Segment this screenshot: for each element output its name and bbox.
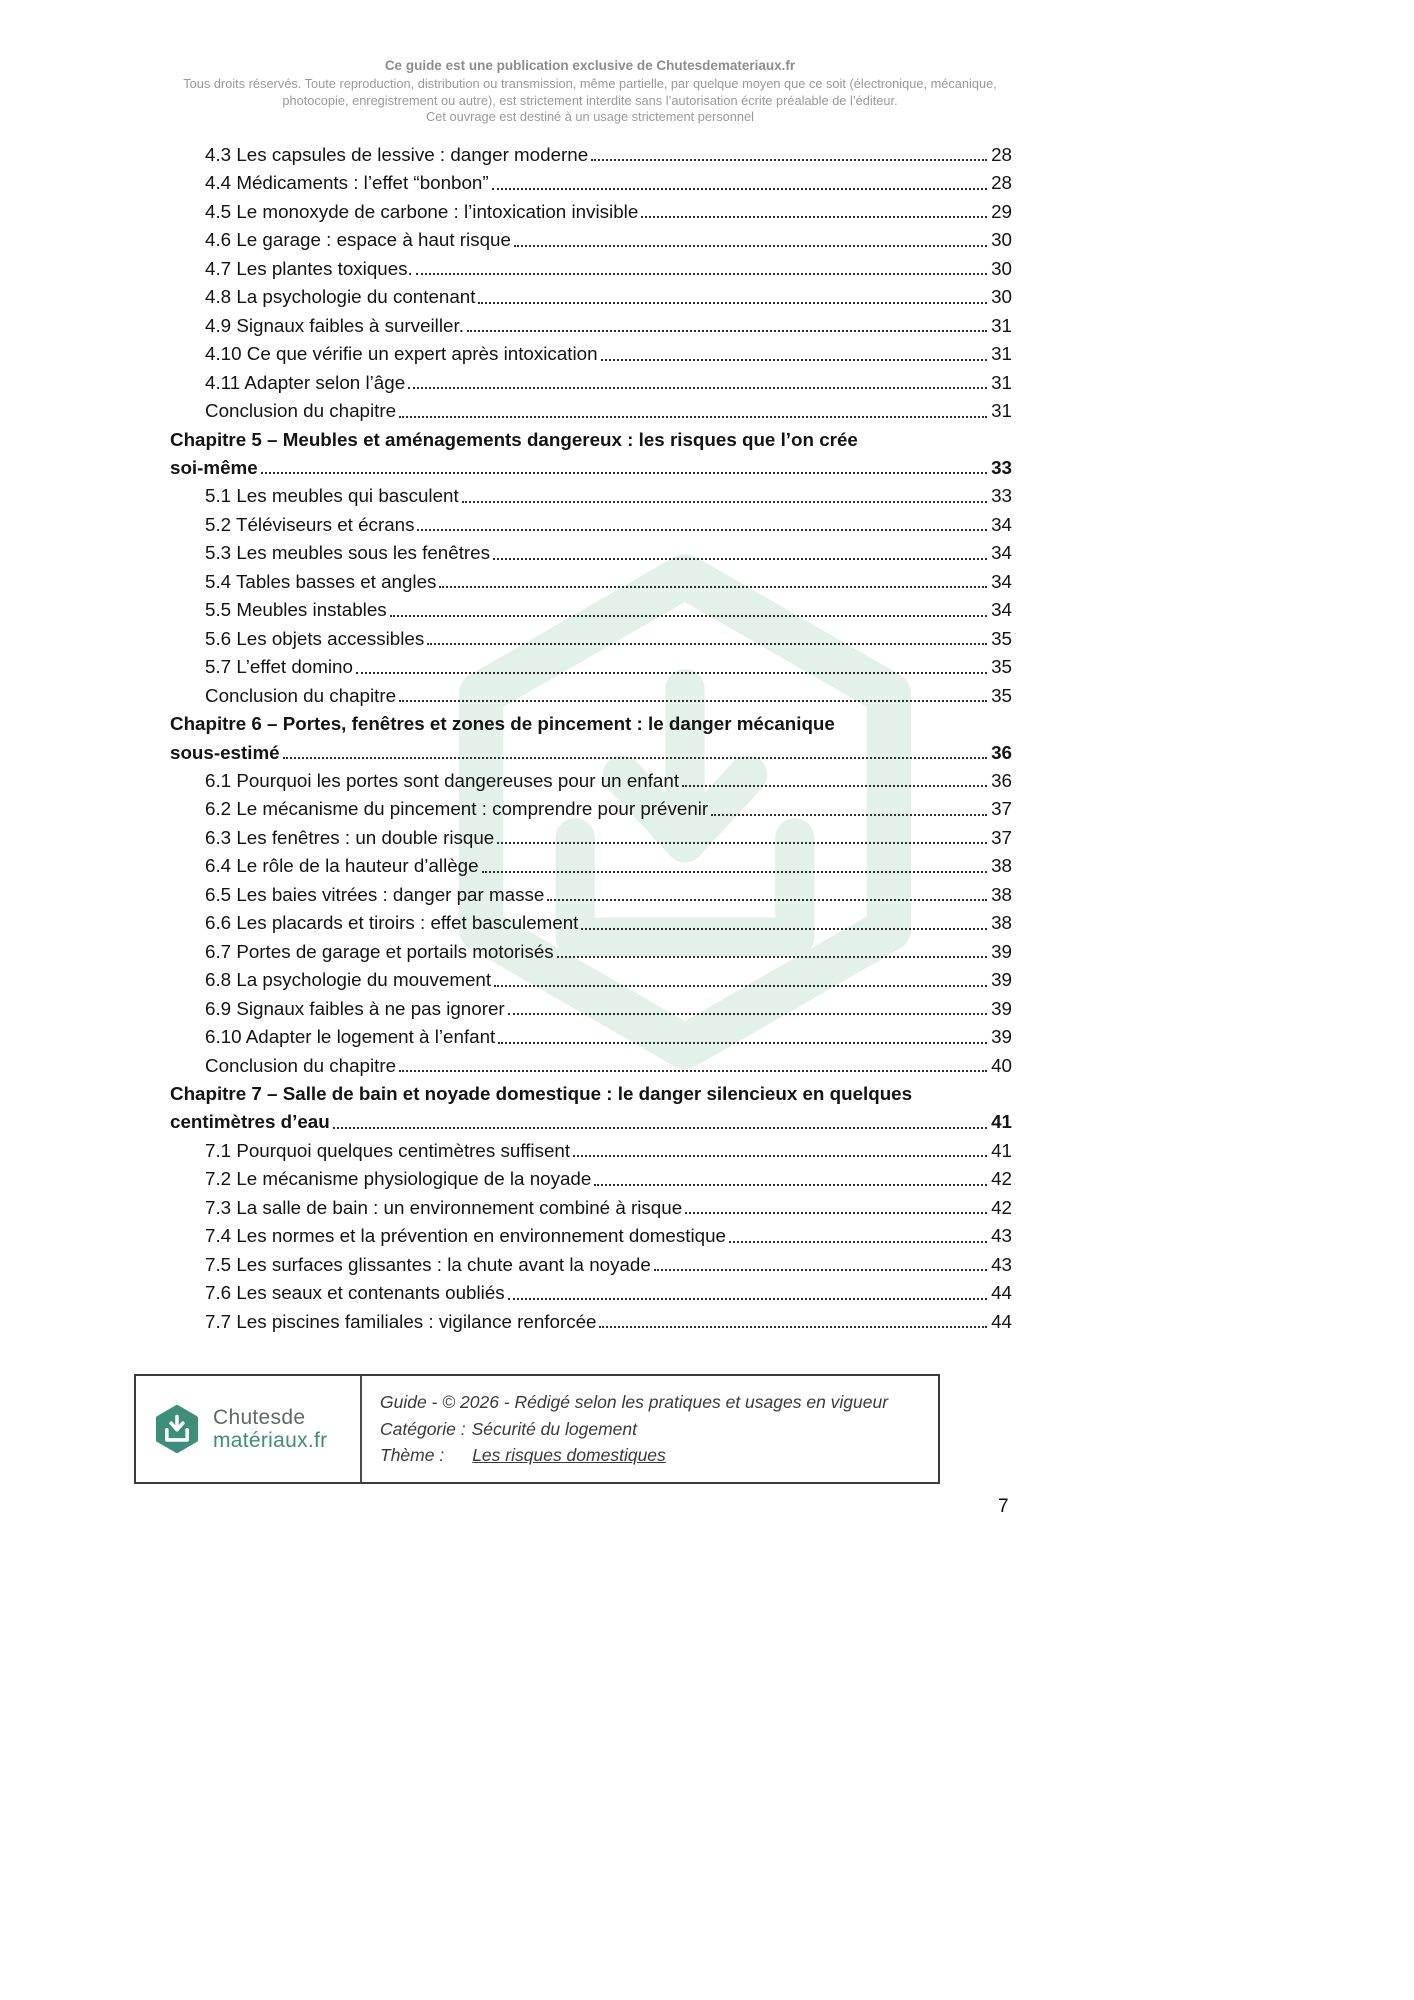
- toc-entry-page-number: 38: [991, 912, 1012, 934]
- toc-entry-page-number: 37: [991, 798, 1012, 820]
- toc-entry-label: 4.8 La psychologie du contenant: [205, 286, 476, 308]
- toc-entry-page-number: 29: [991, 200, 1012, 222]
- toc-dot-leader: [594, 1157, 987, 1185]
- toc-entry-label: 7.3 La salle de bain : un environnement combiné à risque: [205, 1196, 683, 1218]
- toc-chapter-title-line1: Chapitre 7 – Salle de bain et noyade domestique : le danger silencieux en quelques: [170, 1082, 913, 1104]
- toc-entry-label: 4.11 Adapter selon l’âge: [205, 371, 406, 393]
- toc-entry-page-number: 42: [991, 1196, 1012, 1218]
- guide-copyright-line: Guide - © 2026 - Rédigé selon les pratiques et usages en vigueur: [380, 1392, 889, 1412]
- toc-entry-page-number: 39: [991, 1026, 1012, 1048]
- toc-entry-page-number: 30: [991, 229, 1012, 251]
- brand-name-line1: Chutesde: [213, 1406, 306, 1429]
- toc-entry-page-number: 38: [991, 855, 1012, 877]
- toc-entry-label: Conclusion du chapitre: [205, 684, 397, 706]
- theme-line: [380, 1442, 920, 1469]
- toc-entry-page-number: 44: [991, 1282, 1012, 1304]
- toc-dot-leader: [399, 1044, 987, 1072]
- toc-dot-leader: [478, 275, 987, 303]
- toc-chapter-title-line1: Chapitre 6 – Portes, fenêtres et zones de pincement : le danger mécanique: [170, 713, 835, 735]
- toc-entry-label: 7.1 Pourquoi quelques centimètres suffisent: [205, 1139, 571, 1161]
- header-usage-line: Cet ouvrage est destiné à un usage strictement personnel: [426, 109, 754, 124]
- toc-entry-label: 6.7 Portes de garage et portails motorisés: [205, 940, 554, 962]
- toc-entry-page-number: 42: [991, 1168, 1012, 1190]
- toc-entry-page-number: 43: [991, 1225, 1012, 1247]
- toc-entry-page-number: 30: [991, 286, 1012, 308]
- toc-dot-leader: [492, 161, 987, 189]
- toc-entry-label: 5.6 Les objets accessibles: [205, 627, 425, 649]
- page-number: 7: [998, 1496, 1009, 1517]
- brand-logo-icon: [152, 1404, 202, 1454]
- toc-entry-label: 4.4 Médicaments : l’effet “bonbon”: [205, 172, 489, 194]
- header-rights-line-2: photocopie, enregistrement ou autre), est strictement interdite sans l’autorisation écrite préalable de l’éditeur.: [282, 92, 898, 108]
- toc-dot-leader: [498, 1015, 987, 1043]
- toc-entry-page-number: 38: [991, 883, 1012, 905]
- toc-dot-leader: [439, 560, 987, 588]
- toc-entry-page-number: 33: [991, 485, 1012, 507]
- toc-dot-leader: [390, 588, 987, 616]
- toc-dot-leader: [601, 332, 988, 360]
- toc-entry-label: 4.5 Le monoxyde de carbone : l’intoxication invisible: [205, 200, 639, 222]
- theme-value: Les risques domestiques: [472, 1445, 666, 1465]
- toc-dot-leader: [399, 674, 987, 702]
- toc-entry-page-number: 39: [991, 969, 1012, 991]
- toc-entry-page-number: 34: [991, 513, 1012, 535]
- toc-dot-leader: [654, 1243, 987, 1271]
- toc-dot-leader: [599, 1300, 987, 1328]
- toc-dot-leader: [711, 787, 987, 815]
- toc-entry-page-number: 34: [991, 570, 1012, 592]
- toc-chapter-title-line1: Chapitre 5 – Meubles et aménagements dangereux : les risques que l’on crée: [170, 428, 858, 450]
- category-label: Catégorie :: [380, 1418, 466, 1439]
- toc-dot-leader: [591, 133, 987, 161]
- toc-entry-page-number: 31: [991, 343, 1012, 365]
- toc-dot-leader: [333, 1100, 987, 1128]
- toc-entry-label: 7.4 Les normes et la prévention en environnement domestique: [205, 1225, 726, 1247]
- toc-entry-page-number: 44: [991, 1310, 1012, 1332]
- toc-entry-page-number: 40: [991, 1054, 1012, 1076]
- brand-logo: [136, 1376, 360, 1482]
- toc-entry-label: 6.5 Les baies vitrées : danger par masse: [205, 883, 545, 905]
- header-publication-line: Ce guide est une publication exclusive de Chutesdemateriaux.fr: [384, 58, 796, 73]
- toc-entry-page-number: 31: [991, 400, 1012, 422]
- toc-entry-label: 6.2 Le mécanisme du pincement : comprendre pour prévenir: [205, 798, 709, 820]
- toc-dot-leader: [514, 218, 987, 246]
- toc-dot-leader: [356, 645, 987, 673]
- toc-dot-leader: [261, 446, 987, 474]
- toc-entry: [170, 1052, 1012, 1080]
- toc-entry: [170, 1308, 1012, 1336]
- toc-entry-label: Conclusion du chapitre: [205, 1054, 397, 1076]
- header-rights-line-1: Tous droits réservés. Toute reproduction, distribution ou transmission, même partielle, par quelque moyen que ce soit (électronique, mécanique,: [183, 76, 997, 91]
- toc-entry-page-number: 34: [991, 599, 1012, 621]
- toc-entry-page-number: 30: [991, 257, 1012, 279]
- toc-entry-label: 6.6 Les placards et tiroirs : effet basculement: [205, 912, 579, 934]
- toc-entry-page-number: 36: [991, 769, 1012, 791]
- toc-entry-label: 7.2 Le mécanisme physiologique de la noyade: [205, 1168, 592, 1190]
- toc-dot-leader: [462, 474, 987, 502]
- toc-entry-page-number: 31: [991, 314, 1012, 336]
- toc-dot-leader: [497, 816, 987, 844]
- toc-entry-page-number: 35: [991, 656, 1012, 678]
- toc-entry-page-number: 39: [991, 940, 1012, 962]
- toc-dot-leader: [399, 389, 987, 417]
- toc-dot-leader: [283, 731, 988, 759]
- toc-entry-page-number: 35: [991, 684, 1012, 706]
- toc-entry-label: 7.6 Les seaux et contenants oubliés: [205, 1282, 505, 1304]
- toc-entry-label: 6.10 Adapter le logement à l’enfant: [205, 1026, 496, 1048]
- toc-entry: [170, 397, 1012, 425]
- toc-dot-leader: [581, 901, 987, 929]
- toc-dot-leader: [729, 1214, 987, 1242]
- theme-label: Thème :: [380, 1445, 445, 1465]
- toc-entry-label: 4.7 Les plantes toxiques.: [205, 257, 413, 279]
- toc-entry-page-number: 35: [991, 627, 1012, 649]
- footer-info-box: [134, 1374, 940, 1484]
- toc-entry-page-number: 37: [991, 826, 1012, 848]
- copyright-header: [150, 58, 1030, 126]
- brand-name-line2: matériaux.fr: [213, 1429, 328, 1452]
- toc-entry-page-number: 33: [991, 456, 1012, 478]
- toc-entry-label: 4.10 Ce que vérifie un expert après intoxication: [205, 343, 598, 365]
- toc-entry-page-number: 41: [991, 1139, 1012, 1161]
- brand-logo-text: [213, 1406, 327, 1452]
- category-line: [380, 1416, 920, 1443]
- toc-dot-leader: [493, 531, 987, 559]
- toc-dot-leader: [685, 1186, 987, 1214]
- toc-entry-label: soi-même: [170, 456, 258, 478]
- toc-entry-label: 7.7 Les piscines familiales : vigilance renforcée: [205, 1310, 597, 1332]
- toc-dot-leader: [417, 503, 987, 531]
- toc-dot-leader: [508, 1271, 987, 1299]
- footer-meta: [362, 1376, 938, 1482]
- toc-dot-leader: [494, 958, 987, 986]
- toc-entry-label: 6.4 Le rôle de la hauteur d’allège: [205, 855, 479, 877]
- toc-dot-leader: [573, 1129, 987, 1157]
- toc-entry-label: 5.5 Meubles instables: [205, 599, 387, 621]
- toc-entry-page-number: 28: [991, 144, 1012, 165]
- toc-entry-label: 7.5 Les surfaces glissantes : la chute avant la noyade: [205, 1253, 651, 1275]
- toc-entry-label: 4.6 Le garage : espace à haut risque: [205, 229, 511, 251]
- toc-dot-leader: [427, 617, 987, 645]
- toc-dot-leader: [482, 844, 988, 872]
- toc-entry-label: 5.4 Tables basses et angles: [205, 570, 437, 592]
- toc-dot-leader: [641, 190, 987, 218]
- toc-dot-leader: [467, 304, 987, 332]
- toc-entry-page-number: 43: [991, 1253, 1012, 1275]
- toc-entry-label: 6.8 La psychologie du mouvement: [205, 969, 492, 991]
- toc-entry-label: 4.9 Signaux faibles à surveiller.: [205, 314, 464, 336]
- table-of-contents: [170, 141, 1012, 1336]
- toc-entry-page-number: 41: [991, 1111, 1012, 1133]
- toc-dot-leader: [547, 873, 987, 901]
- toc-entry-page-number: 36: [991, 741, 1012, 763]
- toc-entry-label: 5.7 L’effet domino: [205, 656, 353, 678]
- toc-dot-leader: [557, 930, 987, 958]
- toc-entry-label: 5.2 Téléviseurs et écrans: [205, 513, 415, 535]
- toc-entry-label: sous-estimé: [170, 741, 280, 763]
- toc-dot-leader: [416, 247, 987, 275]
- toc-entry-label: 4.3 Les capsules de lessive : danger moderne: [205, 144, 589, 165]
- toc-entry-page-number: 34: [991, 542, 1012, 564]
- toc-entry-label: 5.3 Les meubles sous les fenêtres: [205, 542, 491, 564]
- toc-entry-page-number: 39: [991, 997, 1012, 1019]
- toc-entry: [170, 682, 1012, 710]
- toc-entry-label: 6.9 Signaux faibles à ne pas ignorer: [205, 997, 505, 1019]
- toc-entry-label: Conclusion du chapitre: [205, 400, 397, 422]
- toc-entry-label: 5.1 Les meubles qui basculent: [205, 485, 459, 507]
- category-value: Sécurité du logement: [471, 1418, 637, 1439]
- toc-entry-page-number: 31: [991, 371, 1012, 393]
- toc-dot-leader: [508, 987, 987, 1015]
- toc-dot-leader: [682, 759, 987, 787]
- toc-dot-leader: [408, 361, 987, 389]
- toc-entry-label: 6.1 Pourquoi les portes sont dangereuses pour un enfant: [205, 769, 680, 791]
- toc-entry-page-number: 28: [991, 172, 1012, 194]
- toc-entry-label: centimètres d’eau: [170, 1111, 330, 1133]
- toc-entry-label: 6.3 Les fenêtres : un double risque: [205, 826, 495, 848]
